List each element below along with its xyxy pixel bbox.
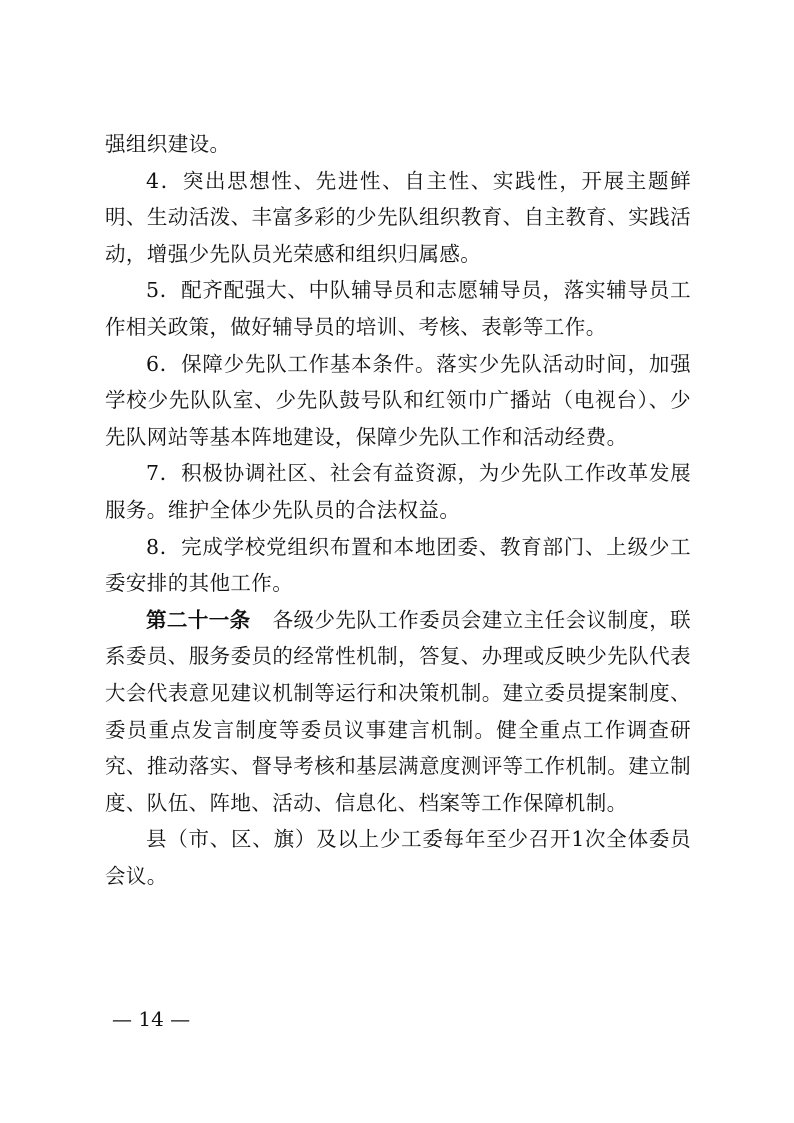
paragraph-item-6: 6．保障少先队工作基本条件。落实少先队活动时间，加强学校少先队队室、少先队鼓号队和红领巾广播站（电视台）、少先队网站等基本阵地建设，保障少先队工作和活动经费。 bbox=[105, 351, 691, 449]
paragraph-item-5: 5．配齐配强大、中队辅导员和志愿辅导员，落实辅导员工作相关政策，做好辅导员的培训、考核、表彰等工作。 bbox=[105, 278, 691, 339]
article-title: 第二十一条 bbox=[146, 607, 251, 632]
paragraph-meeting-rule: 县（市、区、旗）及以上少工委每年至少召开1次全体委员会议。 bbox=[105, 827, 691, 888]
paragraph-item-7: 7．积极协调社区、社会有益资源，为少先队工作改革发展服务。维护全体少先队员的合法权益。 bbox=[105, 461, 691, 522]
paragraph-item-8: 8．完成学校党组织布置和本地团委、教育部门、上级少工委安排的其他工作。 bbox=[105, 534, 691, 596]
paragraph-continuation: 强组织建设。 bbox=[105, 132, 231, 156]
paragraph-item-4: 4．突出思想性、先进性、自主性、实践性，开展主题鲜明、生动活泼、丰富多彩的少先队组织教育、自主教育、实践活动，增强少先队员光荣感和组织归属感。 bbox=[105, 168, 691, 266]
paragraph-article-21 bbox=[105, 602, 691, 822]
body-text bbox=[105, 126, 691, 894]
article-text: 各级少先队工作委员会建立主任会议制度，联系委员、服务委员的经常性机制，答复、办理或反映少先队代表大会代表意见建议机制等运行和决策机制。建立委员提案制度、委员重点发言制度等委员议事建言机制。健全重点工作调查研究、推动落实、督导考核和基层满意度测评等工作机制。建立制度、队伍、阵地、活动、信息化、档案等工作保障机制。 bbox=[105, 607, 692, 815]
page-number: — 14 — bbox=[112, 1007, 191, 1031]
